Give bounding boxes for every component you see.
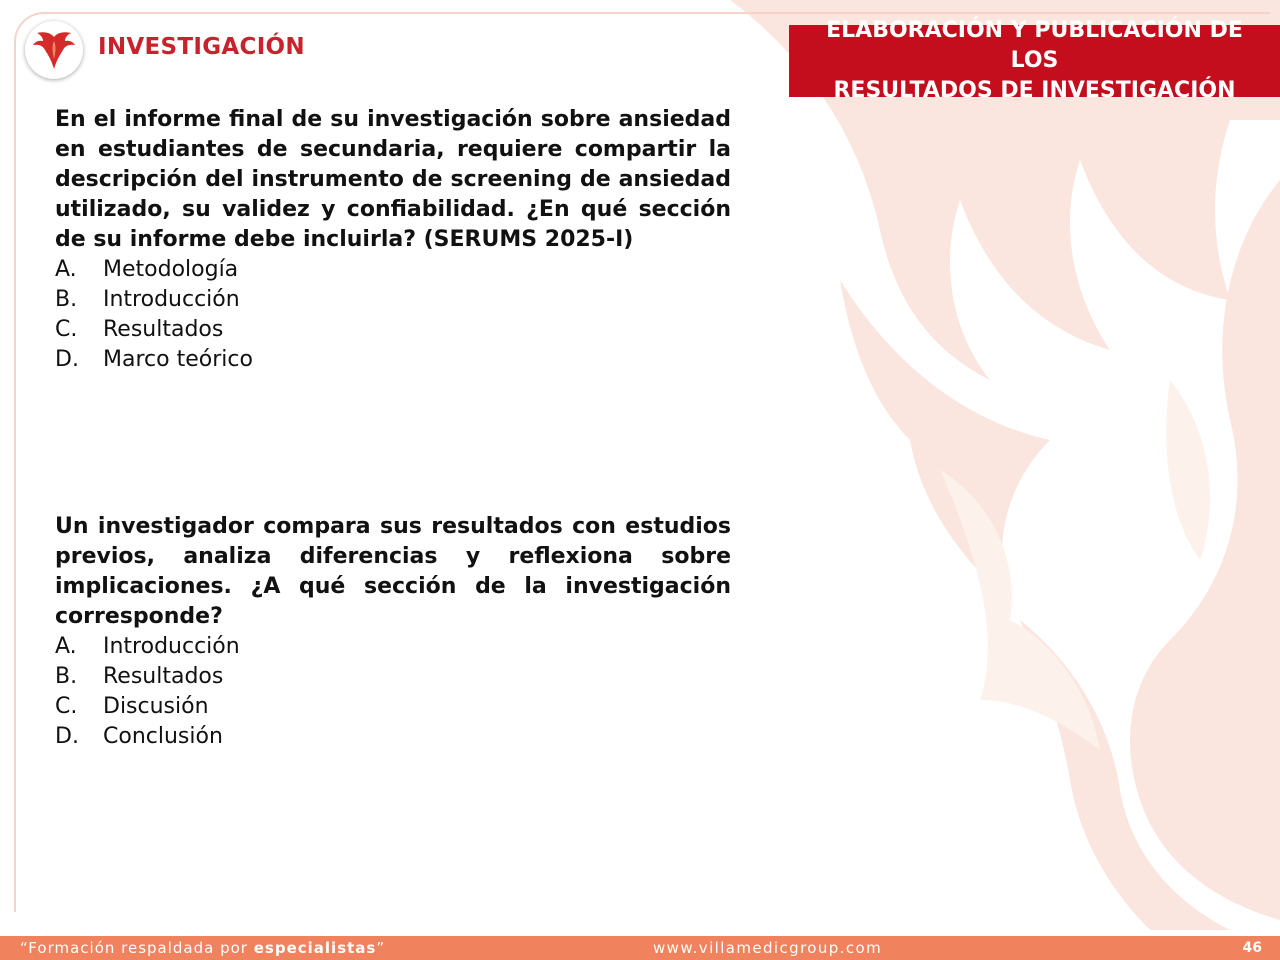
option-label: Introducción: [103, 287, 240, 312]
option-label: Introducción: [103, 634, 240, 659]
question-2-text: Un investigador compara sus resultados con estudios previos, analiza diferencias y reflexiona sobre implicaciones. ¿A qué sección de la investigación corresponde?: [55, 514, 731, 629]
question-1: [55, 105, 731, 375]
option-letter: B.: [55, 287, 78, 312]
slogan-suffix: ”: [376, 939, 386, 957]
option-label: Discusión: [103, 694, 209, 719]
topic-banner: [789, 18, 1280, 103]
option-a[interactable]: [55, 632, 731, 662]
option-a[interactable]: [55, 255, 731, 285]
slogan-prefix: “Formación respaldada por: [20, 939, 254, 957]
option-letter: B.: [55, 664, 78, 689]
question-2-options: [55, 632, 731, 752]
option-label: Marco teórico: [103, 347, 253, 372]
option-c[interactable]: [55, 315, 731, 345]
topic-line-2: RESULTADOS DE INVESTIGACIÓN: [833, 78, 1236, 103]
option-letter: D.: [55, 724, 79, 749]
option-label: Resultados: [103, 317, 224, 342]
footer-slogan: [20, 936, 385, 960]
question-2: [55, 512, 731, 752]
option-d[interactable]: [55, 345, 731, 375]
option-b[interactable]: [55, 285, 731, 315]
option-letter: A.: [55, 257, 77, 282]
option-b[interactable]: [55, 662, 731, 692]
footer-url-link[interactable]: www.villamedicgroup.com: [653, 939, 883, 957]
option-c[interactable]: [55, 692, 731, 722]
footer-bar: [0, 936, 1280, 960]
page-number: 46: [1242, 940, 1262, 956]
option-label: Resultados: [103, 664, 224, 689]
question-1-options: [55, 255, 731, 375]
section-title: INVESTIGACIÓN: [98, 34, 305, 60]
slogan-bold: especialistas: [253, 939, 377, 957]
option-letter: D.: [55, 347, 79, 372]
option-letter: C.: [55, 694, 78, 719]
phoenix-logo-icon: [31, 29, 77, 71]
option-label: Metodología: [103, 257, 239, 282]
option-label: Conclusión: [103, 724, 223, 749]
topic-line-1: ELABORACIÓN Y PUBLICACIÓN DE LOS: [826, 18, 1243, 73]
question-1-text: En el informe final de su investigación sobre ansiedad en estudiantes de secundaria, requiere compartir la descripción del instrumento de screening de ansiedad utilizado, su validez y confiabilidad. ¿En qué sección de su informe debe incluirla? (SERUMS 2025-I): [55, 107, 731, 252]
option-letter: A.: [55, 634, 77, 659]
logo: [25, 21, 83, 79]
option-d[interactable]: [55, 722, 731, 752]
option-letter: C.: [55, 317, 78, 342]
